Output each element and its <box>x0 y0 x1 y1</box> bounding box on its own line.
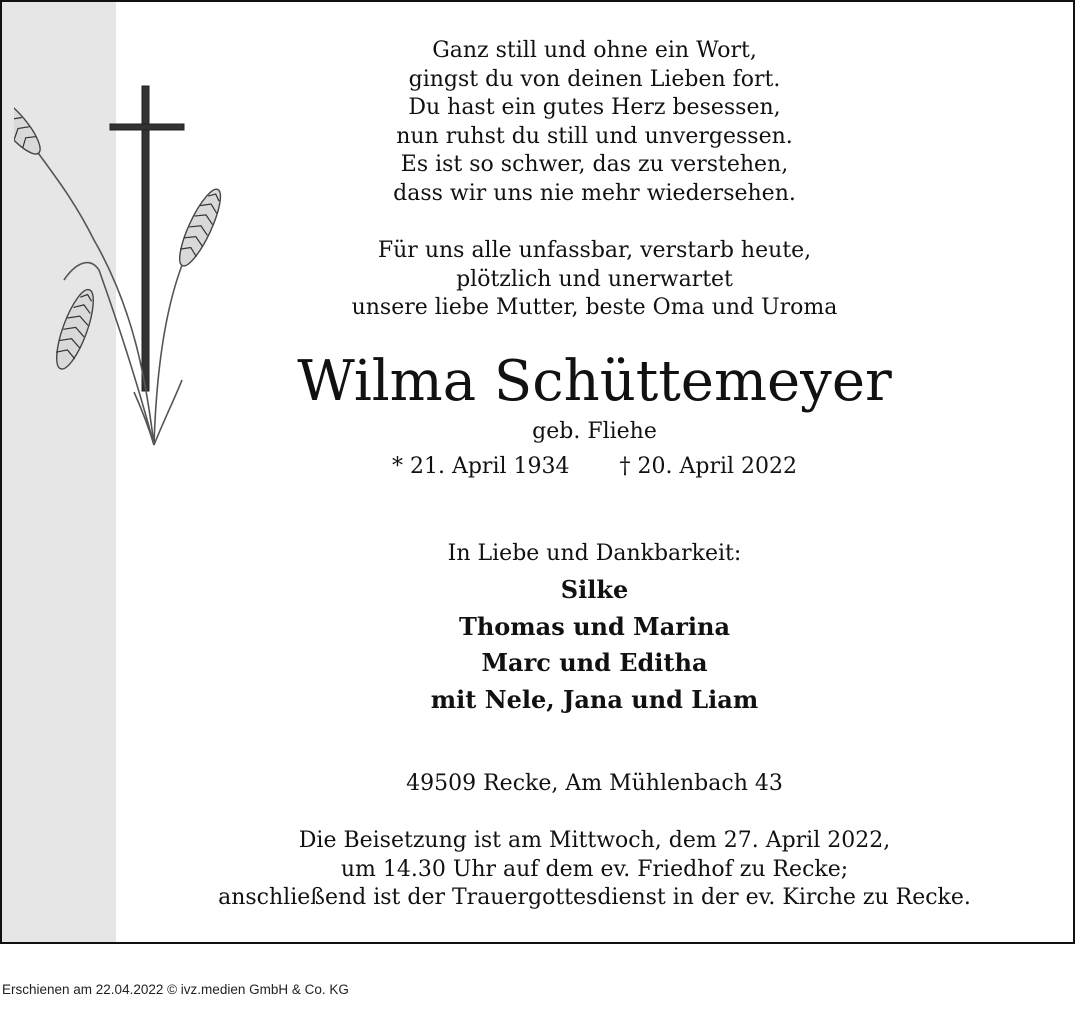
mourner-name: Thomas und Marina <box>458 611 731 641</box>
poem-line: dass wir uns nie mehr wiedersehen. <box>393 180 796 206</box>
announcement-line: Für uns alle unfassbar, verstarb heute, <box>377 238 812 263</box>
poem-line: Du hast ein gutes Herz besessen, <box>408 95 781 120</box>
announcement-line: plötzlich und unerwartet <box>456 266 733 292</box>
family-address: 49509 Recke, Am Mühlenbach 43 <box>406 771 783 796</box>
burial-line: Die Beisetzung ist am Mittwoch, dem 27. April 2022, <box>298 828 891 853</box>
announcement-line: unsere liebe Mutter, beste Oma und Uroma <box>351 295 838 320</box>
life-dates <box>116 452 1073 482</box>
death-date: † 20. April 2022 <box>619 454 798 479</box>
burial-line: um 14.30 Uhr auf dem ev. Friedhof zu Recke; <box>340 856 849 882</box>
burial-info <box>116 827 1073 913</box>
deceased-name: Wilma Schüttemeyer <box>297 349 892 414</box>
mourner-name: mit Nele, Jana und Liam <box>430 684 759 714</box>
burial-line: anschließend ist der Trauergottesdienst in der ev. Kirche zu Recke. <box>218 885 971 910</box>
notice-text <box>116 2 1073 942</box>
publication-footer: Erschienen am 22.04.2022 © ivz.medien GmbH & Co. KG <box>2 982 349 997</box>
mourner-name: Silke <box>560 575 629 604</box>
mourners-list <box>116 572 1073 718</box>
poem <box>116 37 1073 208</box>
mourners-heading: In Liebe und Dankbarkeit: <box>447 541 742 566</box>
birth-date: * 21. April 1934 <box>391 454 570 479</box>
poem-line: Ganz still und ohne ein Wort, <box>432 38 757 63</box>
maiden-name: geb. Fliehe <box>532 419 657 444</box>
poem-line: Es ist so schwer, das zu verstehen, <box>400 152 789 177</box>
poem-line: gingst du von deinen Lieben fort. <box>408 66 781 92</box>
poem-line: nun ruhst du still und unvergessen. <box>396 123 793 149</box>
mourner-name: Marc und Editha <box>481 648 708 677</box>
announcement <box>116 237 1073 323</box>
